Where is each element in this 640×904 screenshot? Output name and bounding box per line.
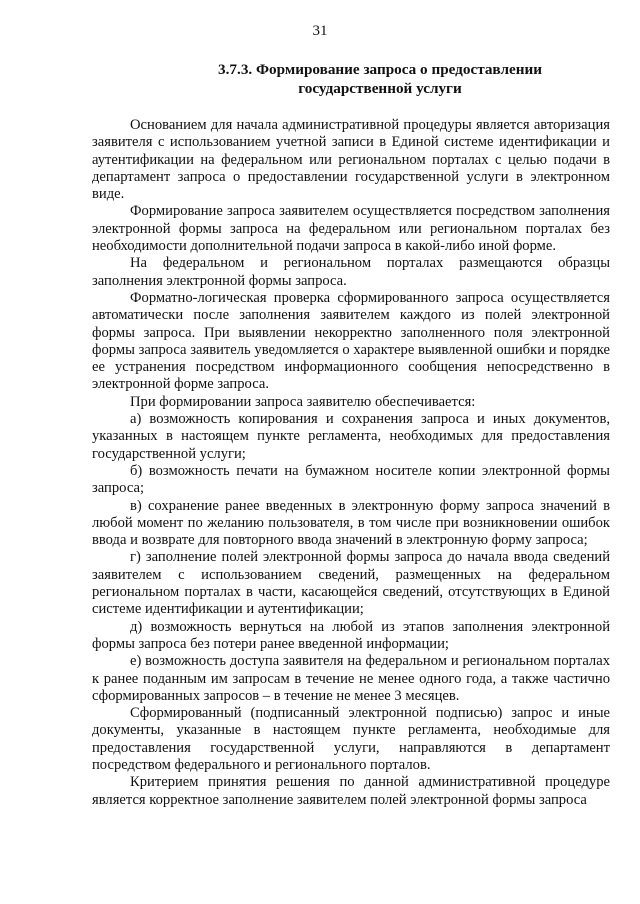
section-heading-line-1: 3.7.3. Формирование запроса о предоставлении: [218, 61, 542, 78]
list-item-a: а) возможность копирования и сохранения запроса и иных документов, указанных в настоящем пункте регламента, необходимых для предоставления государственной услуги;: [92, 411, 610, 462]
list-item-v: в) сохранение ранее введенных в электронную форму запроса значений в любой момент по желанию пользователя, в том числе при возникновении ошибок ввода и возврате для повторного ввода значений в электронную форму запроса;: [92, 497, 610, 549]
section-heading: [150, 60, 610, 98]
body-text: [92, 117, 610, 809]
paragraph-submission: Сформированный (подписанный электронной подписью) запрос и иные документы, указанные в настоящем пункте регламента, необходимые для предоставления государственной услуги, направляются в департамент посредством федерального и регионального порталов.: [92, 705, 610, 773]
list-item-g: г) заполнение полей электронной формы запроса до начала ввода сведений заявителем с использованием сведений, размещенных на федеральном региональном порталах в части, касающейся сведений, отсутствующих в Единой системе идентификации и аутентификации;: [92, 549, 610, 618]
list-item-b: б) возможность печати на бумажном носителе копии электронной формы запроса;: [92, 462, 610, 497]
list-item-d: д) возможность вернуться на любой из этапов заполнения электронной формы запроса без потери ранее введенной информации;: [92, 618, 610, 652]
paragraph-basis: Основанием для начала административной процедуры является авторизация заявителя с использованием учетной записи в Единой системе идентификации и аутентификации на федеральном или региональном порталах с целью подачи в департамент запроса о предоставлении государственной услуги в электронном виде.: [92, 117, 610, 203]
section-heading-line-2: государственной услуги: [298, 80, 462, 97]
paragraph-criterion: Критерием принятия решения по данной административной процедуре является корректное заполнение заявителем полей электронной формы запроса: [92, 774, 610, 808]
paragraph-provisions-intro: При формировании запроса заявителю обеспечивается:: [130, 393, 476, 410]
list-item-e: е) возможность доступа заявителя на федеральном и региональном порталах к ранее поданным им запросам в течение не менее одного года, а также частично сформированных запросов – в течение не менее 3 месяцев.: [92, 653, 610, 704]
paragraph-samples: На федеральном и региональном порталах размещаются образцы заполнения электронной формы запроса.: [92, 255, 610, 289]
page-number: 31: [312, 23, 328, 39]
paragraph-validation: Форматно-логическая проверка сформированного запроса осуществляется автоматически после заполнения заявителем каждого из полей электронной формы запроса. При выявлении некорректно заполненного поля электронной формы запроса заявитель уведомляется о характере выявленной ошибки и порядке ее устранения посредством информационного сообщения непосредственно в электронной форме запроса.: [92, 289, 610, 393]
paragraph-formation: Формирование запроса заявителем осуществляется посредством заполнения электронной формы запроса на федеральном или региональном порталах без необходимости дополнительной подачи запроса в какой-либо иной форме.: [92, 203, 610, 255]
